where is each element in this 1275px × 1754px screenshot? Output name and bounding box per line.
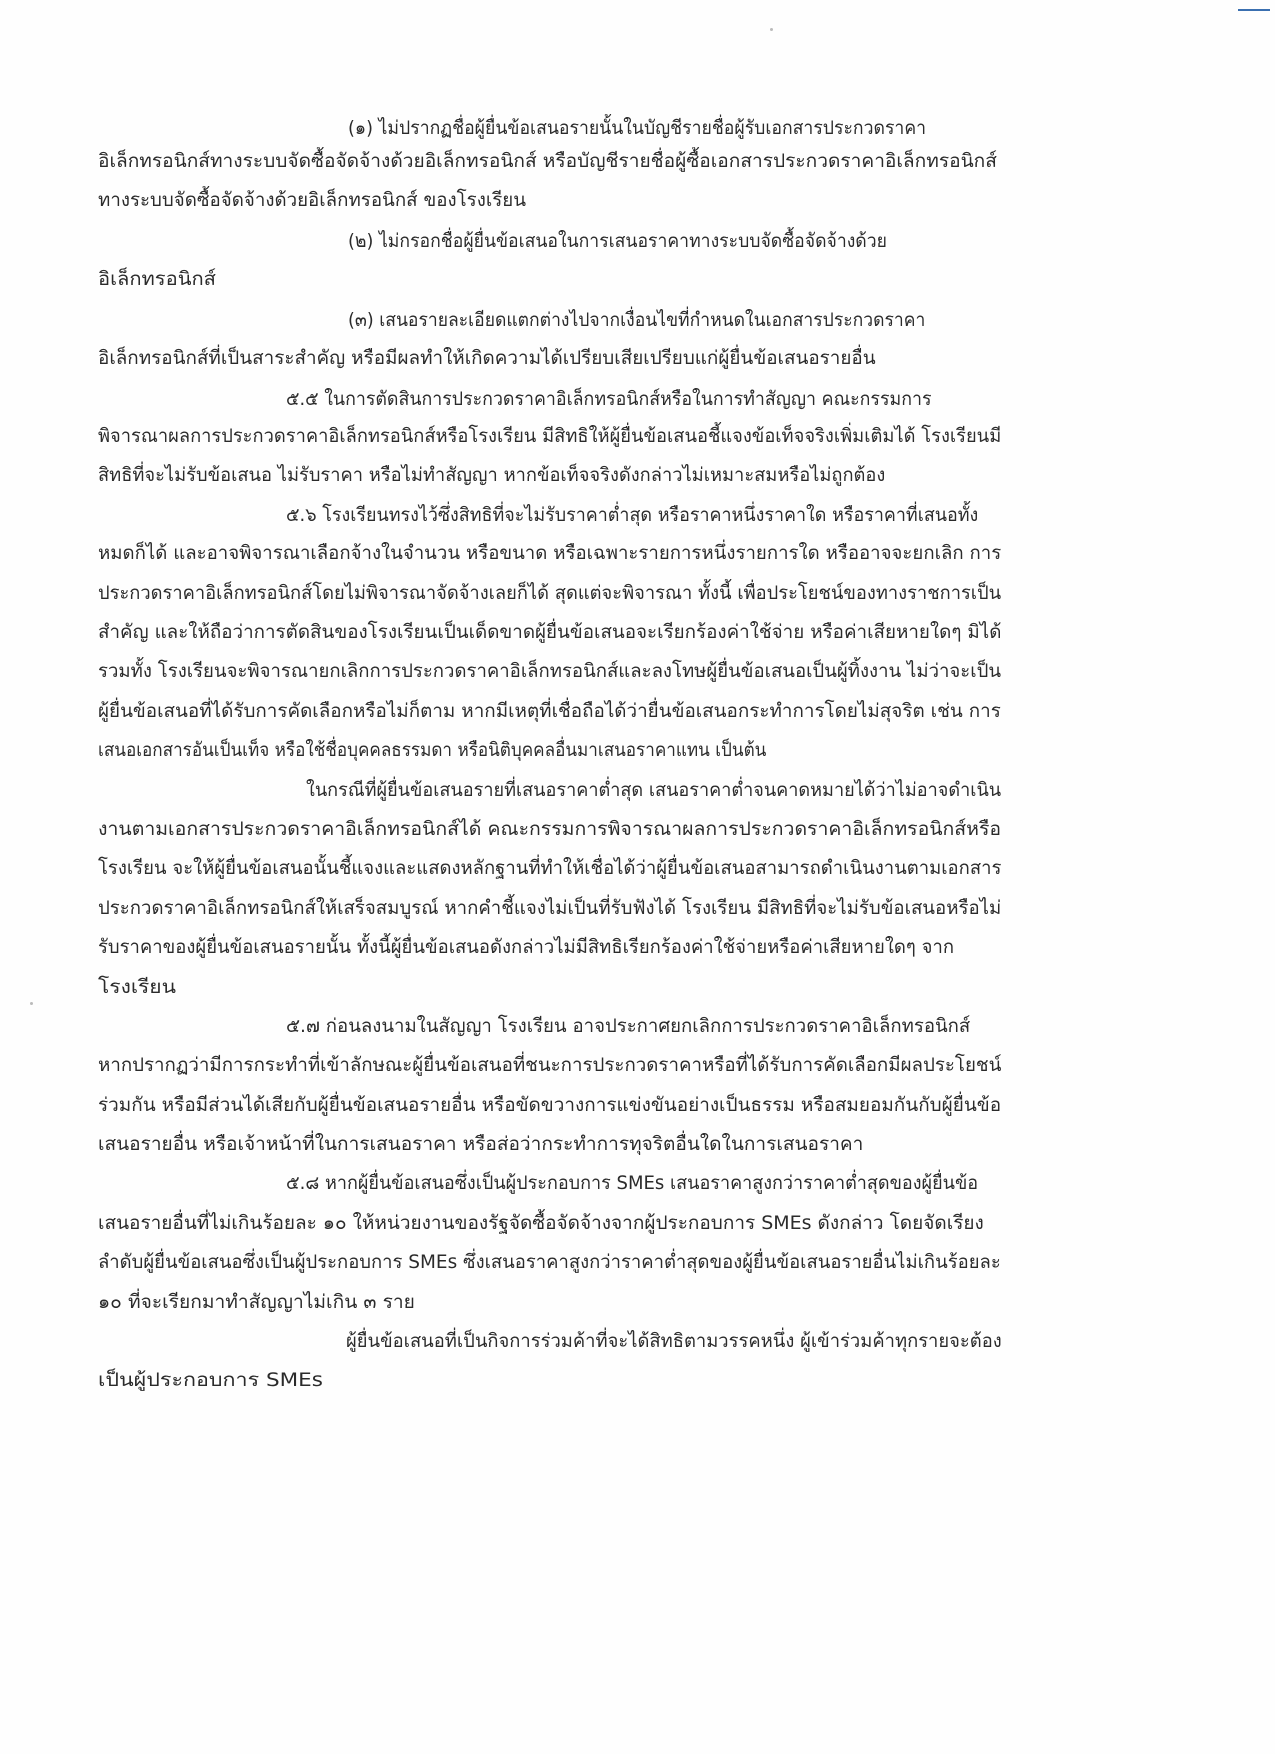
text-line: เสนอรายอื่นที่ไม่เกินร้อยละ ๑๐ ให้หน่วยงานของรัฐจัดซื้อจัดจ้างจากผู้ประกอบการ SMEs ดังกล่าว โดยจัดเรียง [98, 1212, 984, 1234]
text-line: ๕.๕ ในการตัดสินการประกวดราคาอิเล็กทรอนิกส์หรือในการทำสัญญา คณะกรรมการ [286, 388, 932, 410]
scan-speck [30, 1002, 33, 1005]
text-line: งานตามเอกสารประกวดราคาอิเล็กทรอนิกส์ได้ คณะกรรมการพิจารณาผลการประกวดราคาอิเล็กทรอนิกส์หรือ [98, 818, 1002, 840]
text-line: ร่วมกัน หรือมีส่วนได้เสียกับผู้ยื่นข้อเสนอรายอื่น หรือขัดขวางการแข่งขันอย่างเป็นธรรม หรือสมยอมกันกับผู้ยื่นข้อ [98, 1094, 1002, 1116]
text-line: (๒) ไม่กรอกชื่อผู้ยื่นข้อเสนอในการเสนอราคาทางระบบจัดซื้อจัดจ้างด้วย [348, 230, 887, 252]
text-line: สิทธิที่จะไม่รับข้อเสนอ ไม่รับราคา หรือไม่ทำสัญญา หากข้อเท็จจริงดังกล่าวไม่เหมาะสมหรือไม่ถูกต้อง [98, 464, 886, 486]
scan-speck [770, 28, 773, 31]
text-line: (๓) เสนอรายละเอียดแตกต่างไปจากเงื่อนไขที่กำหนดในเอกสารประกวดราคา [348, 309, 926, 331]
text-line: ประกวดราคาอิเล็กทรอนิกส์โดยไม่พิจารณาจัดจ้างเลยก็ได้ สุดแต่จะพิจารณา ทั้งนี้ เพื่อประโยชน์ของทางราชการเป็น [98, 582, 1002, 604]
text-line: รับราคาของผู้ยื่นข้อเสนอรายนั้น ทั้งนี้ผู้ยื่นข้อเสนอดังกล่าวไม่มีสิทธิเรียกร้องค่าใช้จ่ายหรือค่าเสียหายใดๆ จาก [98, 936, 955, 958]
text-line: ๑๐ ที่จะเรียกมาทำสัญญาไม่เกิน ๓ ราย [98, 1291, 415, 1313]
text-line: ๕.๘ หากผู้ยื่นข้อเสนอซึ่งเป็นผู้ประกอบการ SMEs เสนอราคาสูงกว่าราคาต่ำสุดของผู้ยื่นข้อ [286, 1172, 979, 1194]
text-line: หมดก็ได้ และอาจพิจารณาเลือกจ้างในจำนวน หรือขนาด หรือเฉพาะรายการหนึ่งรายการใด หรืออาจจะยกเลิก การ [98, 542, 1002, 564]
text-line: เป็นผู้ประกอบการ SMEs [98, 1369, 323, 1391]
text-line: โรงเรียน จะให้ผู้ยื่นข้อเสนอนั้นชี้แจงและแสดงหลักฐานที่ทำให้เชื่อได้ว่าผู้ยื่นข้อเสนอสามารถดำเนินงานตามเอกสาร [98, 857, 1002, 879]
text-line: อิเล็กทรอนิกส์ทางระบบจัดซื้อจัดจ้างด้วยอิเล็กทรอนิกส์ หรือบัญชีรายชื่อผู้ซื้อเอกสารประกวดราคาอิเล็กทรอนิกส์ [98, 150, 997, 172]
text-line: เสนอเอกสารอันเป็นเท็จ หรือใช้ชื่อบุคคลธรรมดา หรือนิติบุคคลอื่นมาเสนอราคาแทน เป็นต้น [98, 739, 767, 761]
text-line: รวมทั้ง โรงเรียนจะพิจารณายกเลิกการประกวดราคาอิเล็กทรอนิกส์และลงโทษผู้ยื่นข้อเสนอเป็นผู้ทิ้งงาน ไม่ว่าจะเป็น [98, 660, 1002, 682]
text-line: ในกรณีที่ผู้ยื่นข้อเสนอรายที่เสนอราคาต่ำสุด เสนอราคาต่ำจนคาดหมายได้ว่าไม่อาจดำเนิน [306, 779, 1002, 801]
text-line: ผู้ยื่นข้อเสนอที่เป็นกิจการร่วมค้าที่จะได้สิทธิตามวรรคหนึ่ง ผู้เข้าร่วมค้าทุกรายจะต้อง [346, 1330, 1002, 1352]
text-line: ทางระบบจัดซื้อจัดจ้างด้วยอิเล็กทรอนิกส์ ของโรงเรียน [98, 189, 527, 211]
text-line: (๑) ไม่ปรากฏชื่อผู้ยื่นข้อเสนอรายนั้นในบัญชีรายชื่อผู้รับเอกสารประกวดราคา [348, 117, 927, 139]
text-line: ลำดับผู้ยื่นข้อเสนอซึ่งเป็นผู้ประกอบการ SMEs ซึ่งเสนอราคาสูงกว่าราคาต่ำสุดของผู้ยื่นข้อเสนอรายอื่นไม่เกินร้อยละ [98, 1251, 1001, 1273]
text-line: เสนอรายอื่น หรือเจ้าหน้าที่ในการเสนอราคา หรือส่อว่ากระทำการทุจริตอื่นใดในการเสนอราคา [98, 1133, 864, 1155]
text-line: ผู้ยื่นข้อเสนอที่ได้รับการคัดเลือกหรือไม่ก็ตาม หากมีเหตุที่เชื่อถือได้ว่ายื่นข้อเสนอกระทำการโดยไม่สุจริต เช่น การ [98, 700, 1001, 722]
text-line: หากปรากฏว่ามีการกระทำที่เข้าลักษณะผู้ยื่นข้อเสนอที่ชนะการประกวดราคาหรือที่ได้รับการคัดเลือกมีผลประโยชน์ [98, 1054, 1002, 1076]
text-line: พิจารณาผลการประกวดราคาอิเล็กทรอนิกส์หรือโรงเรียน มีสิทธิให้ผู้ยื่นข้อเสนอชี้แจงข้อเท็จจริงเพิ่มเติมได้ โรงเรียนมี [98, 425, 1002, 447]
text-line: ๕.๗ ก่อนลงนามในสัญญา โรงเรียน อาจประกาศยกเลิกการประกวดราคาอิเล็กทรอนิกส์ [286, 1015, 971, 1037]
text-line: สำคัญ และให้ถือว่าการตัดสินของโรงเรียนเป็นเด็ดขาดผู้ยื่นข้อเสนอจะเรียกร้องค่าใช้จ่าย หรือค่าเสียหายใดๆ มิได้ [98, 621, 1002, 643]
text-line: ๕.๖ โรงเรียนทรงไว้ซึ่งสิทธิที่จะไม่รับราคาต่ำสุด หรือราคาหนึ่งราคาใด หรือราคาที่เสนอทั้ง [286, 504, 979, 526]
text-line: อิเล็กทรอนิกส์ [98, 268, 216, 290]
text-line: อิเล็กทรอนิกส์ที่เป็นสาระสำคัญ หรือมีผลทำให้เกิดความได้เปรียบเสียเปรียบแก่ผู้ยื่นข้อเสนอรายอื่น [98, 347, 876, 369]
text-line: ประกวดราคาอิเล็กทรอนิกส์ให้เสร็จสมบูรณ์ หากคำชี้แจงไม่เป็นที่รับฟังได้ โรงเรียน มีสิทธิที่จะไม่รับข้อเสนอหรือไม่ [98, 897, 1002, 919]
edge-mark [1238, 9, 1270, 11]
text-line: โรงเรียน [98, 976, 176, 998]
